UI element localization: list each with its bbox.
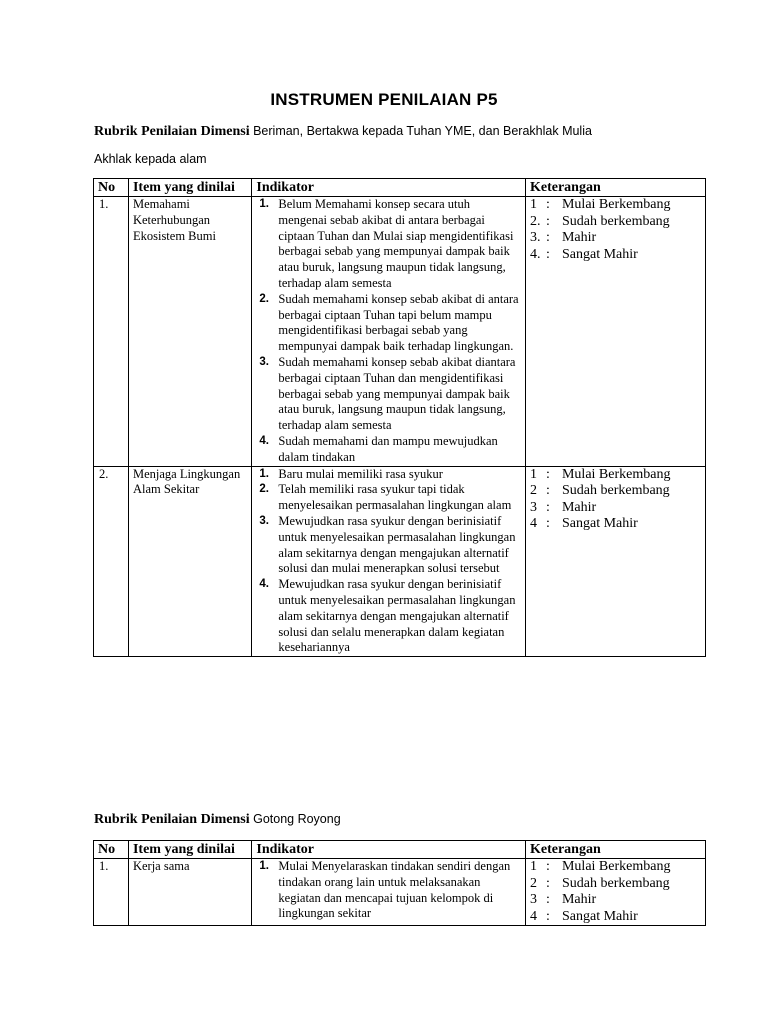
- indicator-text: Belum Memahami konsep secara utuh mengenai sebab akibat di antara berbagai ciptaan Tuhan dan Mulai siap mengidentifikasi berbagai sebab yang mempunyai dampak baik atau buruk, langsung maupun tidak langsung, terhadap alam semesta: [278, 197, 514, 290]
- keterangan-label: Sudah berkembang: [561, 483, 670, 499]
- indicator-item: [256, 434, 521, 466]
- indicator-text: Sudah memahami konsep sebab akibat di antara berbagai ciptaan Tuhan tapi belum mampu mengidentifikasi berbagai sebab yang mempunyai dampak baik terhadap lingkungan.: [278, 291, 519, 354]
- cell-no: 1.: [94, 859, 129, 926]
- keterangan-level: 3.: [529, 230, 541, 246]
- keterangan-level: 3: [529, 892, 537, 908]
- keterangan-label: Mahir: [561, 499, 597, 515]
- keterangan-level: 2: [529, 483, 537, 499]
- keterangan-level: 4.: [529, 246, 541, 262]
- indicator-list: [256, 859, 521, 922]
- indicator-number: 2.: [259, 483, 269, 496]
- cell-no: 2.: [94, 466, 129, 657]
- header-keterangan: Keterangan: [525, 841, 705, 859]
- keterangan-label: Mulai Berkembang: [561, 197, 671, 212]
- cell-keterangan: [525, 466, 705, 657]
- keterangan-label: Mahir: [561, 230, 597, 246]
- keterangan-item: [530, 247, 701, 264]
- indicator-text: Mewujudkan rasa syukur dengan berinisiatif untuk menyelesaikan permasalahan lingkungan alam sekitarnya dengan mengajukan alternatif solusi dan selalu menerapkan dalam kegiatan kesehariannya: [278, 577, 516, 655]
- keterangan-label: Sangat Mahir: [561, 908, 638, 924]
- keterangan-colon: :: [545, 246, 550, 262]
- indicator-item: [256, 467, 521, 483]
- keterangan-level: 1: [529, 859, 537, 874]
- indicator-number: 3.: [259, 514, 269, 527]
- indicator-item: [256, 197, 521, 292]
- keterangan-colon: :: [545, 230, 550, 246]
- keterangan-level: 2.: [529, 213, 541, 229]
- cell-item: Menjaga Lingkungan Alam Sekitar: [128, 466, 251, 657]
- keterangan-item: [530, 230, 701, 247]
- cell-no: 1.: [94, 197, 129, 467]
- rubric-heading-gotong-royong: [94, 812, 341, 828]
- keterangan-item: [530, 500, 701, 517]
- keterangan-colon: :: [545, 516, 550, 532]
- keterangan-label: Sudah berkembang: [561, 875, 670, 891]
- rubric-label: Rubrik Penilaian Dimensi: [94, 812, 250, 827]
- keterangan-colon: :: [545, 875, 550, 891]
- table-header-row: [94, 841, 706, 859]
- indicator-text: Mulai Menyelaraskan tindakan sendiri dengan tindakan orang lain untuk melaksanakan kegiatan dan mencapai tujuan kelompok di lingkungan sekitar: [278, 859, 511, 921]
- indicator-text: Telah memiliki rasa syukur tapi tidak menyelesaikan permasalahan lingkungan alam: [278, 482, 512, 513]
- indicator-item: [256, 482, 521, 514]
- keterangan-colon: :: [545, 466, 550, 482]
- cell-keterangan: [525, 197, 705, 467]
- keterangan-item: [530, 516, 701, 533]
- keterangan-colon: :: [545, 908, 550, 924]
- keterangan-level: 2: [529, 875, 537, 891]
- keterangan-label: Mulai Berkembang: [561, 466, 671, 482]
- keterangan-colon: :: [545, 859, 550, 874]
- keterangan-level: 1: [529, 466, 537, 482]
- cell-item: Memahami Keterhubungan Ekosistem Bumi: [128, 197, 251, 467]
- indicator-item: [256, 514, 521, 577]
- cell-item: Kerja sama: [128, 859, 251, 926]
- rubric-dimension: Gotong Royong: [253, 812, 341, 826]
- keterangan-label: Sangat Mahir: [561, 516, 638, 532]
- indicator-text: Sudah memahami dan mampu mewujudkan dalam tindakan: [278, 433, 498, 464]
- header-item: Item yang dinilai: [128, 841, 251, 859]
- page-title: INSTRUMEN PENILAIAN P5: [270, 90, 498, 109]
- keterangan-item: [530, 197, 701, 214]
- header-item: Item yang dinilai: [128, 179, 251, 197]
- indicator-text: Mewujudkan rasa syukur dengan berinisiatif untuk menyelesaikan permasalahan lingkungan alam sekitarnya dengan mengajukan alternatif solusi dan mulai menerapkan solusi tersebut: [278, 513, 516, 576]
- keterangan-label: Sangat Mahir: [561, 246, 638, 262]
- header-indikator: Indikator: [252, 179, 526, 197]
- keterangan-level: 4: [529, 908, 537, 924]
- keterangan-colon: :: [545, 213, 550, 229]
- header-no: No: [94, 841, 129, 859]
- cell-indikator: [252, 859, 526, 926]
- keterangan-colon: :: [545, 499, 550, 515]
- indicator-number: 1.: [259, 467, 269, 480]
- keterangan-item: [530, 892, 701, 909]
- table-header-row: [94, 179, 706, 197]
- rubric-heading-beriman: [94, 124, 592, 140]
- keterangan-level: 3: [529, 499, 537, 515]
- keterangan-item: [530, 909, 701, 926]
- cell-indikator: [252, 466, 526, 657]
- keterangan-colon: :: [545, 197, 550, 212]
- keterangan-label: Mulai Berkembang: [561, 859, 671, 874]
- keterangan-level: 1: [529, 197, 537, 212]
- rubric-label: Rubrik Penilaian Dimensi: [94, 124, 250, 139]
- indicator-text: Sudah memahami konsep sebab akibat diantara berbagai ciptaan Tuhan dan mengidentifikasi berbagai sebab yang mempunyai dampak baik atau buruk, langsung maupun tidak langsung, terhadap alam semesta: [278, 354, 516, 433]
- indicator-list: [256, 197, 521, 466]
- indicator-list: [256, 467, 521, 657]
- keterangan-level: 4: [529, 516, 537, 532]
- table-row: [94, 859, 706, 926]
- indicator-number: 4.: [259, 434, 269, 447]
- keterangan-item: [530, 483, 701, 500]
- indicator-number: 2.: [259, 292, 269, 305]
- indicator-item: [256, 577, 521, 656]
- indicator-number: 1.: [259, 198, 269, 210]
- indicator-item: [256, 355, 521, 434]
- header-indikator: Indikator: [252, 841, 526, 859]
- keterangan-item: [530, 859, 701, 876]
- keterangan-colon: :: [545, 483, 550, 499]
- rubric-table-beriman: [93, 178, 706, 657]
- rubric-table-gotong-royong: [93, 840, 706, 926]
- rubric-dimension: Beriman, Bertakwa kepada Tuhan YME, dan Berakhlak Mulia: [253, 124, 592, 138]
- table-row: [94, 197, 706, 467]
- indicator-text: Baru mulai memiliki rasa syukur: [278, 466, 443, 481]
- keterangan-item: [530, 876, 701, 893]
- indicator-item: [256, 859, 521, 922]
- keterangan-colon: :: [545, 892, 550, 908]
- indicator-item: [256, 292, 521, 355]
- keterangan-item: [530, 214, 701, 231]
- keterangan-label: Mahir: [561, 892, 597, 908]
- keterangan-label: Sudah berkembang: [561, 213, 670, 229]
- keterangan-item: [530, 467, 701, 484]
- table-row: [94, 466, 706, 657]
- indicator-number: 1.: [259, 860, 269, 872]
- subheading-akhlak: Akhlak kepada alam: [94, 152, 207, 166]
- header-keterangan: Keterangan: [525, 179, 705, 197]
- indicator-number: 3.: [259, 355, 269, 368]
- cell-indikator: [252, 197, 526, 467]
- indicator-number: 4.: [259, 578, 269, 591]
- cell-keterangan: [525, 859, 705, 926]
- header-no: No: [94, 179, 129, 197]
